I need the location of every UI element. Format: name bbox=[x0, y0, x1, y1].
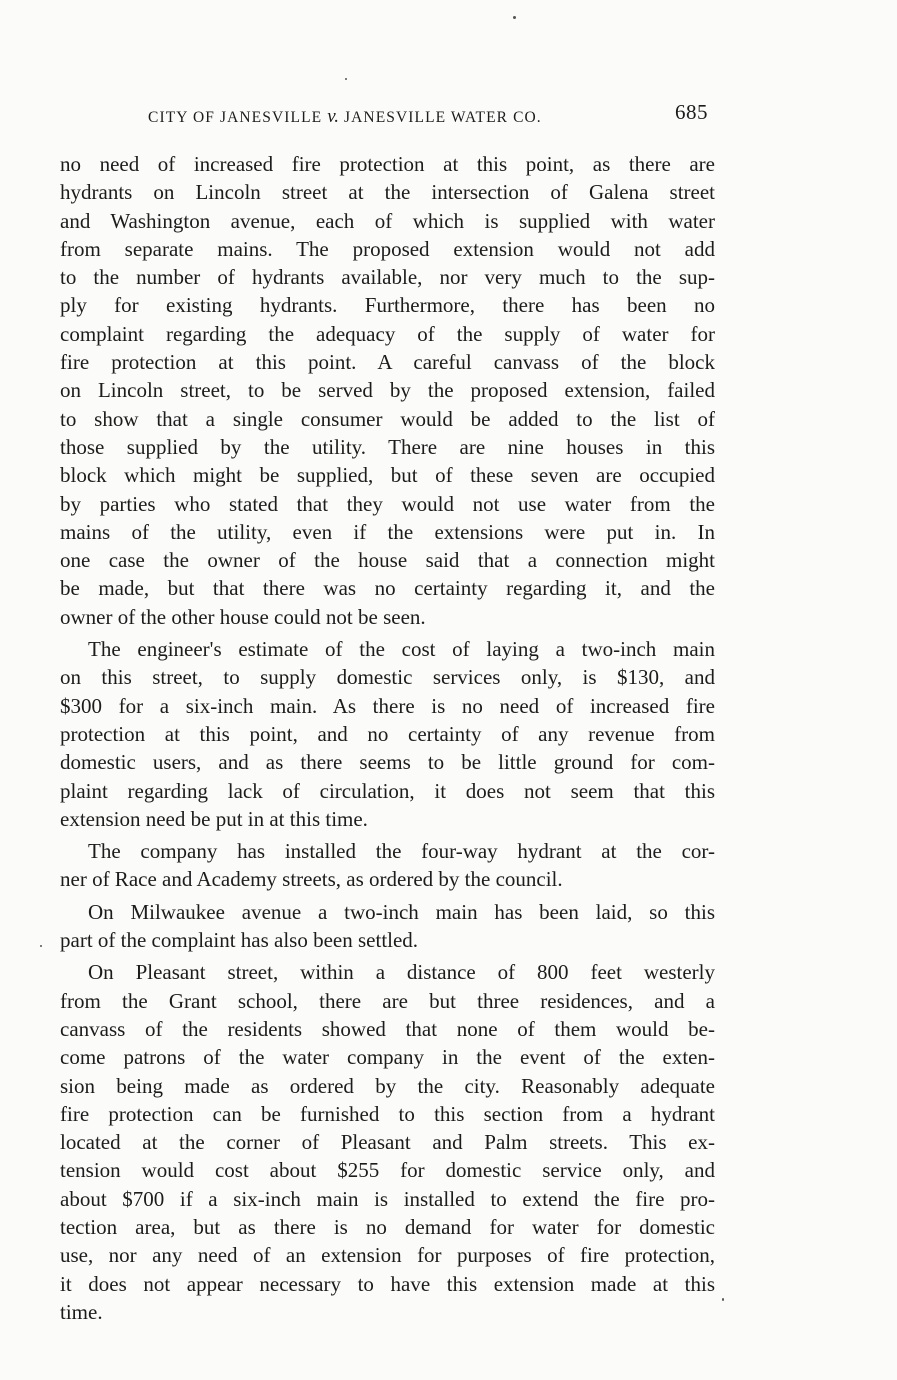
text-line: ply for existing hydrants. Furthermore, there has been no bbox=[60, 293, 715, 318]
text-line: owner of the other house could not be seen. bbox=[60, 604, 426, 629]
text-line: fire protection at this point. A careful canvass of the block bbox=[60, 350, 715, 375]
case-title-right: JANESVILLE WATER CO. bbox=[343, 109, 542, 126]
text-line: block which might be supplied, but of these seven are occupied bbox=[60, 463, 715, 488]
text-line: domestic users, and as there seems to be little ground for com- bbox=[60, 750, 715, 775]
text-line: plaint regarding lack of circulation, it does not seem that this bbox=[60, 778, 715, 803]
body-text bbox=[60, 150, 715, 1326]
text-line: complaint regarding the adequacy of the supply of water for bbox=[60, 321, 715, 346]
text-line: tection area, but as there is no demand for water for domestic bbox=[60, 1214, 715, 1239]
text-line: sion being made as ordered by the city. Reasonably adequate bbox=[60, 1073, 715, 1098]
text-line: and Washington avenue, each of which is supplied with water bbox=[60, 208, 715, 233]
text-line: from separate mains. The proposed extension would not add bbox=[60, 236, 715, 261]
text-line: on this street, to supply domestic services only, is $130, and bbox=[60, 665, 715, 690]
text-line: fire protection can be furnished to this section from a hydrant bbox=[60, 1101, 715, 1126]
text-line: hydrants on Lincoln street at the intersection of Galena street bbox=[60, 180, 715, 205]
text-line: On Milwaukee avenue a two-inch main has been laid, so this bbox=[88, 899, 715, 924]
paragraph bbox=[60, 898, 715, 955]
text-line: $300 for a six-inch main. As there is no need of increased fire bbox=[60, 693, 715, 718]
text-line: to the number of hydrants available, nor very much to the sup- bbox=[60, 265, 715, 290]
text-line: about $700 if a six-inch main is installed to extend the fire pro- bbox=[60, 1186, 715, 1211]
text-line: one case the owner of the house said that a connection might bbox=[60, 548, 715, 573]
text-line: The company has installed the four-way hydrant at the cor- bbox=[88, 839, 715, 864]
paragraph bbox=[60, 958, 715, 1326]
text-line: protection at this point, and no certainty of any revenue from bbox=[60, 721, 715, 746]
scan-speck bbox=[345, 78, 347, 80]
page-number: 685 bbox=[675, 100, 708, 124]
text-line: from the Grant school, there are but three residences, and a bbox=[60, 988, 715, 1013]
case-title-left: CITY OF JANESVILLE bbox=[148, 109, 323, 126]
case-title bbox=[148, 106, 542, 128]
case-title-versus: v. bbox=[327, 106, 339, 127]
running-head bbox=[148, 100, 708, 130]
text-line: canvass of the residents showed that none of them would be- bbox=[60, 1016, 715, 1041]
text-line: be made, but that there was no certainty regarding it, and the bbox=[60, 576, 715, 601]
text-line: no need of increased fire protection at this point, as there are bbox=[60, 152, 715, 176]
scan-speck bbox=[513, 16, 516, 19]
text-line: The engineer's estimate of the cost of laying a two-inch main bbox=[88, 637, 715, 662]
text-line: On Pleasant street, within a distance of 800 feet westerly bbox=[88, 960, 715, 985]
text-line: located at the corner of Pleasant and Palm streets. This ex- bbox=[60, 1130, 715, 1155]
paragraph bbox=[60, 635, 715, 833]
scan-speck bbox=[722, 1298, 724, 1301]
text-line: ner of Race and Academy streets, as ordered by the council. bbox=[60, 867, 563, 892]
text-line: come patrons of the water company in the event of the exten- bbox=[60, 1045, 715, 1070]
text-line: extension need be put in at this time. bbox=[60, 806, 368, 831]
text-line: to show that a single consumer would be added to the list of bbox=[60, 406, 715, 431]
scan-speck bbox=[40, 945, 42, 947]
text-line: mains of the utility, even if the extensions were put in. In bbox=[60, 519, 715, 544]
paragraph bbox=[60, 837, 715, 894]
text-line: time. bbox=[60, 1299, 103, 1324]
text-line: part of the complaint has also been settled. bbox=[60, 928, 419, 953]
text-line: on Lincoln street, to be served by the proposed extension, failed bbox=[60, 378, 715, 403]
paragraph bbox=[60, 150, 715, 631]
text-line: it does not appear necessary to have this extension made at this bbox=[60, 1271, 715, 1296]
text-line: by parties who stated that they would not use water from the bbox=[60, 491, 715, 516]
text-line: use, nor any need of an extension for purposes of fire protection, bbox=[60, 1243, 715, 1268]
text-line: tension would cost about $255 for domestic service only, and bbox=[60, 1158, 715, 1183]
text-line: those supplied by the utility. There are nine houses in this bbox=[60, 434, 715, 459]
